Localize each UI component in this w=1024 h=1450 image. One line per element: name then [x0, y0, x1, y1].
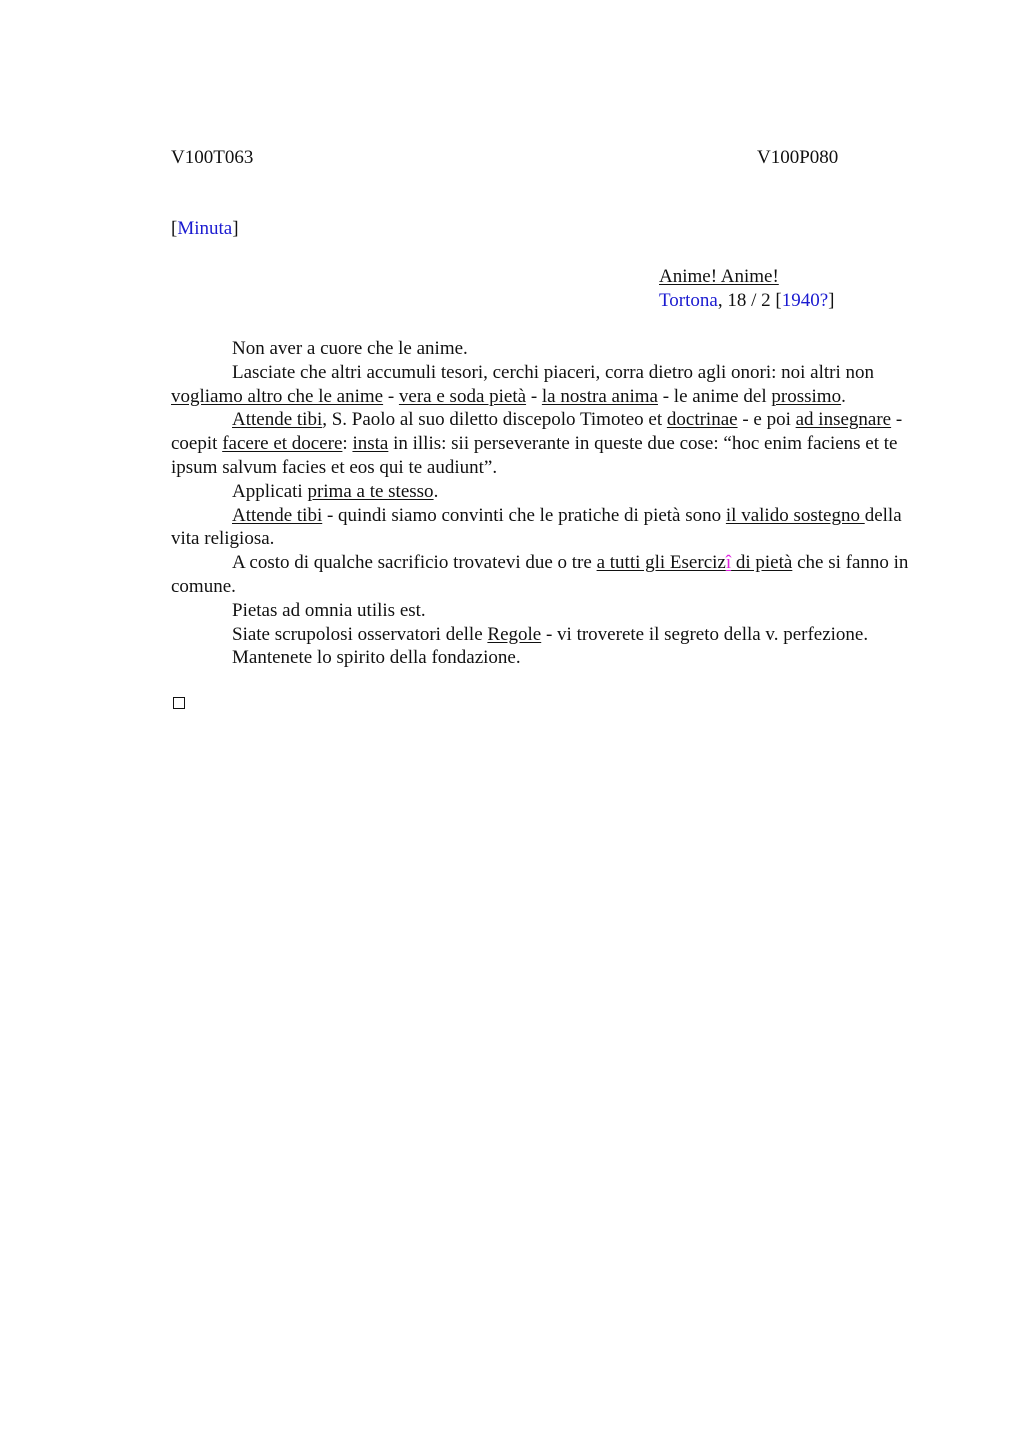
place-date-line — [659, 290, 834, 312]
text: della vita religiosa. — [171, 504, 902, 550]
underlined-text: il valido sostegno — [725, 504, 865, 526]
text: Siate scrupolosi osservatori delle — [232, 623, 488, 645]
paragraph-9 — [171, 646, 931, 670]
text: Pietas ad omnia utilis est. — [232, 599, 426, 621]
place-name: Tortona — [659, 290, 718, 311]
text: - — [383, 385, 399, 407]
underlined-text: doctrinae — [666, 409, 738, 431]
underlined-text: di pietà — [731, 552, 793, 574]
paragraph-7 — [171, 599, 931, 623]
year-note: 1940? — [781, 290, 829, 311]
document-title: Anime! Anime! — [659, 266, 779, 287]
underlined-text: ad insegnare — [795, 409, 892, 431]
text: - vi troverete il segreto della v. perfezione. — [541, 623, 869, 645]
underlined-text: Attende tibi — [232, 409, 323, 431]
paragraph-3 — [171, 408, 931, 479]
paragraph-8 — [171, 623, 931, 647]
text: Non aver a cuore che le anime. — [232, 338, 468, 359]
paragraph-5 — [171, 504, 931, 552]
note-label: Minuta — [177, 218, 233, 239]
underlined-text: insta — [352, 433, 389, 455]
bracket-open: [ — [171, 218, 178, 239]
text: - quindi siamo convinti che le pratiche di pietà sono — [322, 504, 726, 526]
underlined-text: vogliamo altro che le anime — [171, 385, 384, 407]
document-code-left: V100T063 — [171, 147, 254, 168]
text: - le anime del — [657, 385, 772, 407]
text: che si fanno in comune. — [171, 552, 909, 597]
date-text: , 18 / 2 [ — [717, 290, 782, 311]
paragraph-6 — [171, 551, 931, 599]
end-of-document-box-icon — [173, 697, 185, 709]
underlined-text: prima a te stesso — [307, 480, 434, 502]
paragraph-2 — [171, 361, 931, 409]
text: - coepit — [171, 409, 903, 455]
text: . — [433, 480, 439, 502]
document-body — [171, 337, 931, 670]
underlined-text: Attende tibi — [232, 504, 323, 526]
text: Mantenete lo spirito della fondazione. — [232, 647, 521, 669]
underlined-text: prossimo — [771, 385, 842, 407]
text: A costo di qualche sacrificio trovatevi due o tre — [232, 552, 597, 574]
underlined-text: vera e soda pietà — [398, 385, 527, 407]
text: Applicati — [232, 480, 308, 502]
text: , S. Paolo al suo diletto discepolo Timoteo et — [322, 409, 667, 431]
document-code-right: V100P080 — [757, 147, 839, 168]
text: - — [526, 385, 542, 407]
editorial-note — [171, 218, 239, 240]
underlined-text: a tutti gli Eserciz — [596, 552, 726, 574]
text: - e poi — [737, 409, 796, 431]
text: Lasciate che altri accumuli tesori, cerchi piaceri, corra dietro agli onori: noi altri non — [232, 361, 875, 383]
bracket-close: ] — [828, 290, 835, 311]
text: in illis: sii perseverante in queste due cose: “hoc enim faciens et te ipsum salvum facies et eos qui te audiunt”. — [171, 433, 898, 478]
underlined-text: facere et docere — [222, 433, 343, 455]
bracket-close: ] — [232, 218, 239, 239]
underlined-text: la nostra anima — [541, 385, 658, 407]
paragraph-1 — [171, 337, 931, 361]
underlined-text: Regole — [487, 623, 542, 645]
correction-mark: î — [725, 552, 732, 574]
text: . — [841, 385, 846, 407]
paragraph-4 — [171, 480, 931, 504]
text: : — [342, 433, 353, 455]
